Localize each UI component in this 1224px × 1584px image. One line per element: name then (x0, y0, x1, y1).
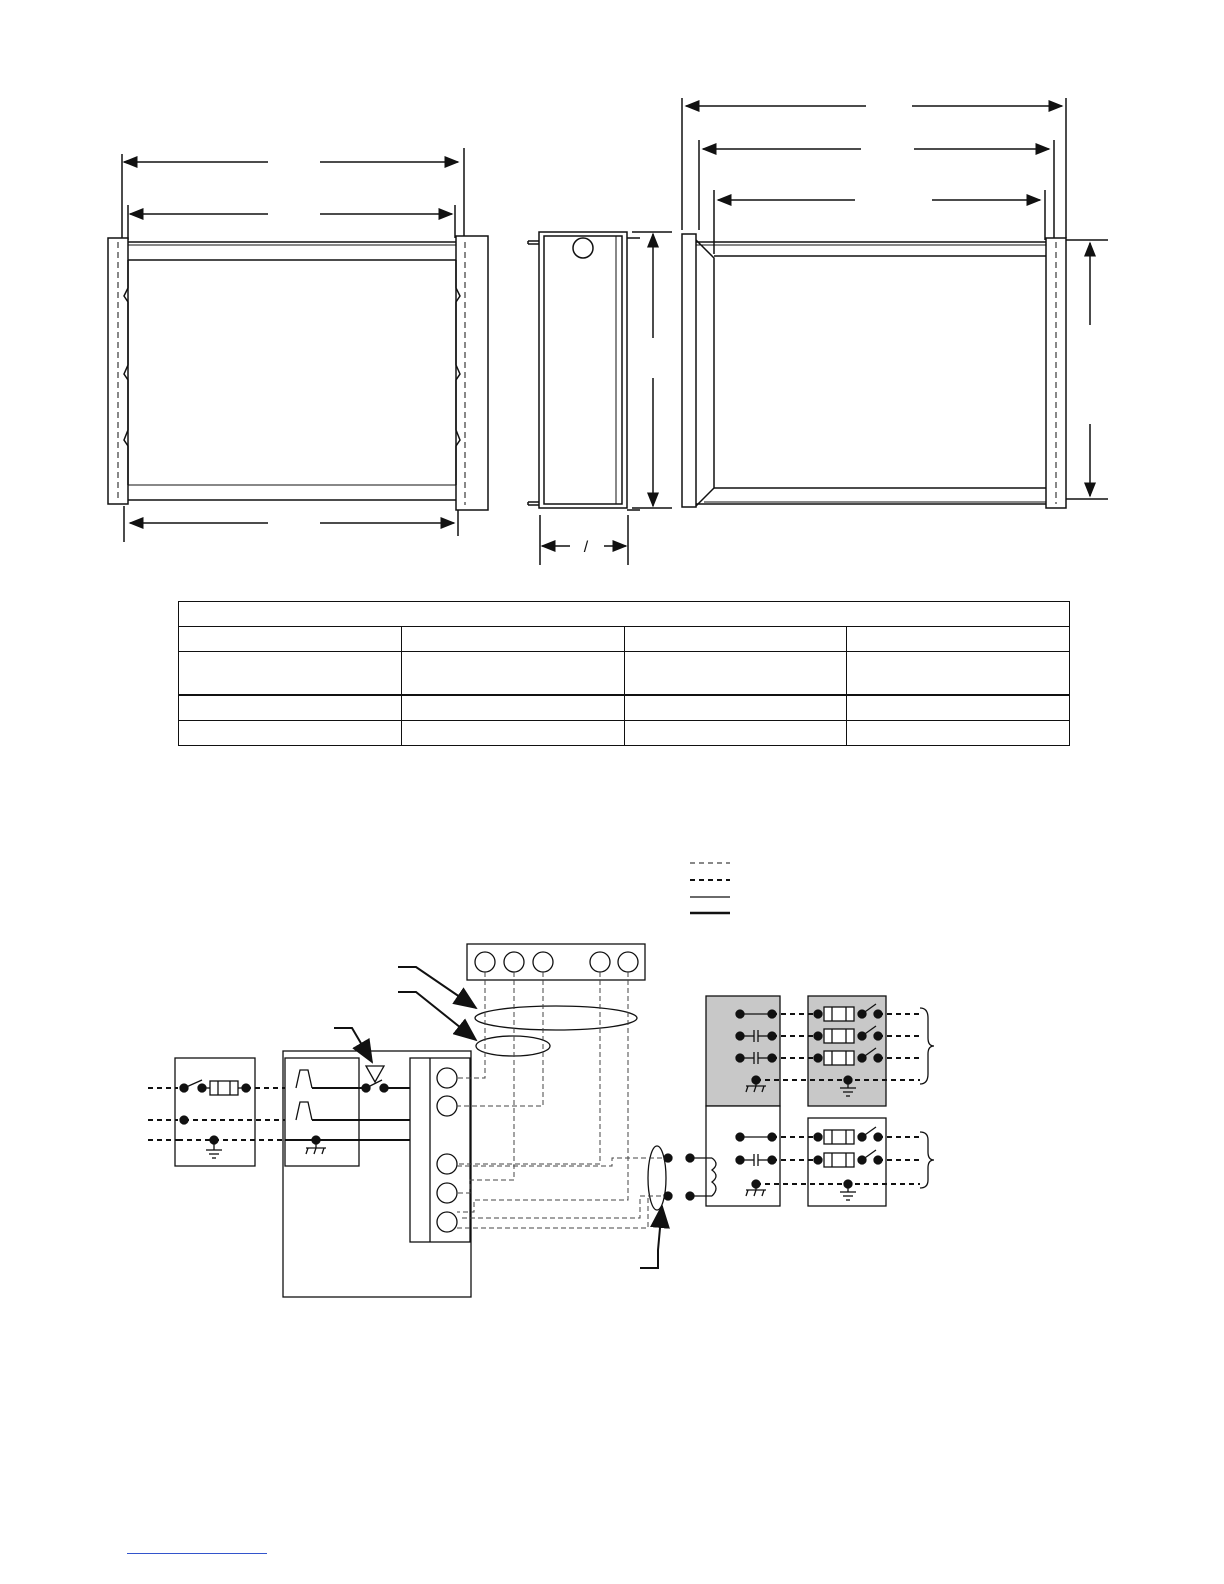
sub-header-cell (401, 652, 624, 696)
column-header (179, 627, 402, 652)
top-view (682, 98, 1108, 508)
table-cell (179, 695, 402, 721)
table-title (179, 602, 1070, 627)
table-cell (401, 695, 624, 721)
sub-header-cell (847, 652, 1070, 696)
disconnect-switch-box (148, 1058, 285, 1166)
table-cell (624, 721, 847, 746)
table-cell (624, 695, 847, 721)
furnace-control-box (283, 1051, 471, 1297)
table-row (179, 695, 1070, 721)
table-cell (847, 721, 1070, 746)
front-view (108, 148, 488, 542)
table-cell (401, 721, 624, 746)
column-header (847, 627, 1070, 652)
table-cell (179, 721, 402, 746)
depth-dimension-label: / (583, 539, 589, 556)
table-row (179, 721, 1070, 746)
thermostat-terminal-strip (467, 944, 645, 980)
side-view (528, 232, 672, 565)
dimension-drawings (0, 0, 1224, 580)
sub-header-cell (179, 652, 402, 696)
footer-link-underline (127, 1553, 267, 1555)
sub-header-cell (624, 652, 847, 696)
table-cell (847, 695, 1070, 721)
dimensions-table (178, 601, 1070, 746)
outdoor-unit (664, 996, 934, 1206)
wiring-legend (690, 863, 730, 913)
column-header (401, 627, 624, 652)
column-header (624, 627, 847, 652)
